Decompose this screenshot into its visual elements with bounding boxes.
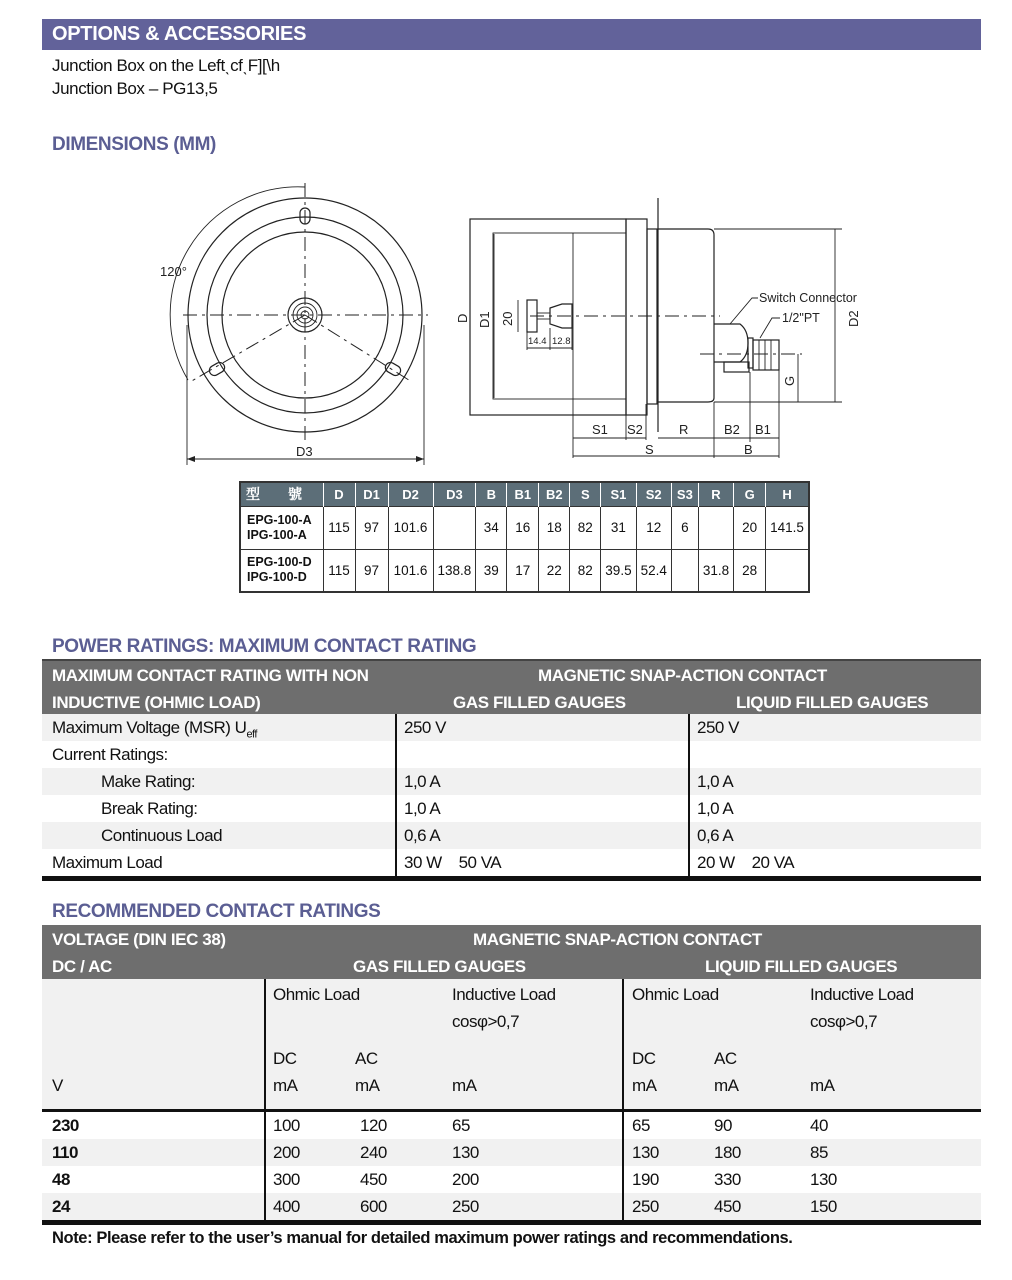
ohmic-load-label: Ohmic Load: [273, 985, 360, 1004]
side-view-drawing: [450, 180, 880, 465]
value-cell: 240: [360, 1143, 387, 1162]
ohmic-load-label: Ohmic Load: [632, 985, 719, 1004]
table-cell: 16: [507, 506, 539, 549]
table-cell: 34: [476, 506, 507, 549]
table-cell: 18: [539, 506, 570, 549]
power-ratings-header: [42, 659, 981, 714]
col-header: D1: [355, 482, 388, 506]
dim-20-label: 20: [500, 311, 515, 326]
table-row: [42, 741, 981, 768]
col-header: G: [734, 482, 766, 506]
table-cell: [766, 549, 809, 592]
table-cell: 82: [570, 506, 601, 549]
value-cell: 130: [810, 1170, 837, 1189]
dimensions-table: [239, 481, 810, 593]
row-label: Maximum Load: [52, 853, 163, 872]
value-cell: 40: [810, 1116, 828, 1135]
power-ratings-body: [42, 714, 981, 876]
table-cell: 115: [323, 506, 355, 549]
dc-label: DC: [632, 1049, 656, 1068]
header-group: MAGNETIC SNAP-ACTION CONTACT: [473, 930, 762, 949]
d3-label: D3: [296, 444, 313, 459]
cos-phi-label: cosφ>0,7: [452, 1012, 520, 1031]
table-row: [42, 1139, 981, 1166]
col-header-model: 型 號: [240, 482, 323, 506]
col-header: B: [476, 482, 507, 506]
column-divider: [622, 979, 624, 1220]
table-cell: 12: [636, 506, 671, 549]
unit-label: mA: [714, 1076, 739, 1095]
value-cell: 120: [360, 1116, 387, 1135]
header-gas: GAS FILLED GAUGES: [353, 957, 526, 976]
value-cell: 150: [810, 1197, 837, 1216]
row-label: Make Rating:: [101, 772, 196, 791]
value-cell: 450: [360, 1170, 387, 1189]
footer-note: Note: Please refer to the user’s manual for detailed maximum power ratings and recommendations.: [52, 1229, 793, 1247]
col-header: R: [698, 482, 733, 506]
value-cell: 180: [714, 1143, 741, 1162]
dim-r-label: R: [679, 422, 689, 437]
gas-value: 1,0 A: [404, 799, 441, 818]
value-cell: 85: [810, 1143, 828, 1162]
table-cell: 39.5: [601, 549, 636, 592]
unit-label: mA: [632, 1076, 657, 1095]
table-cell: 17: [507, 549, 539, 592]
header-liquid: LIQUID FILLED GAUGES: [736, 693, 929, 712]
dim-d2-label: D2: [846, 310, 861, 327]
switch-connector-label: Switch Connector: [759, 291, 857, 305]
unit-label: mA: [355, 1076, 380, 1095]
value-cell: 100: [273, 1116, 300, 1135]
header-liquid: LIQUID FILLED GAUGES: [705, 957, 898, 976]
switch-connector: [714, 324, 779, 372]
value-cell: 600: [360, 1197, 387, 1216]
col-header: S1: [601, 482, 636, 506]
inductive-load-label: Inductive Load: [810, 985, 914, 1004]
options-banner: OPTIONS & ACCESSORIES: [42, 19, 981, 50]
table-row: [42, 1193, 981, 1220]
table-row: [42, 714, 981, 741]
dim-s2-label: S2: [627, 422, 643, 437]
column-divider: [395, 714, 397, 876]
col-header: S3: [671, 482, 698, 506]
model-cell: EPG-100-D IPG-100-D: [240, 549, 323, 592]
dim-s-label: S: [645, 442, 654, 457]
dim-s1-label: S1: [592, 422, 608, 437]
col-header: B2: [539, 482, 570, 506]
dim-d1-label: D1: [477, 311, 492, 328]
table-cell: 52.4: [636, 549, 671, 592]
liquid-value: 250 V: [697, 718, 739, 737]
column-divider: [264, 979, 266, 1220]
col-header: S: [570, 482, 601, 506]
gas-value: 250 V: [404, 718, 446, 737]
table-row: [42, 1166, 981, 1193]
centerlines: [183, 183, 428, 445]
gas-value: 0,6 A: [404, 826, 441, 845]
table-cell: [433, 506, 476, 549]
table-cell: 141.5: [766, 506, 809, 549]
table-row: [42, 768, 981, 795]
dimensions-header-row: [240, 482, 809, 506]
row-label: Maximum Voltage (MSR) $U_{eff}$: [52, 718, 257, 741]
model-cell: EPG-100-A IPG-100-A: [240, 506, 323, 549]
recommended-title: RECOMMENDED CONTACT RATINGS: [52, 901, 381, 922]
table-row: [42, 1112, 981, 1139]
value-cell: 330: [714, 1170, 741, 1189]
inductive-load-label: Inductive Load: [452, 985, 556, 1004]
cos-phi-label: cosφ>0,7: [810, 1012, 878, 1031]
value-cell: 200: [273, 1143, 300, 1162]
table-bottom-rule: [42, 1220, 981, 1225]
unit-label: mA: [810, 1076, 835, 1095]
option-item: Junction Box on the LeftˎcfˎF][\h: [52, 56, 280, 75]
table-cell: [698, 506, 733, 549]
value-cell: 450: [714, 1197, 741, 1216]
voltage-cell: 24: [52, 1197, 70, 1216]
table-row: [240, 549, 809, 592]
col-header: S2: [636, 482, 671, 506]
table-row: [240, 506, 809, 549]
liquid-value: 1,0 A: [697, 799, 734, 818]
table-cell: 6: [671, 506, 698, 549]
power-ratings-title: POWER RATINGS: MAXIMUM CONTACT RATING: [52, 636, 477, 657]
angle-label: 120°: [160, 264, 187, 279]
dc-label: DC: [273, 1049, 297, 1068]
value-cell: 65: [632, 1116, 650, 1135]
voltage-cell: 48: [52, 1170, 70, 1189]
table-row: [42, 849, 981, 876]
table-cell: 138.8: [433, 549, 476, 592]
table-cell: 20: [734, 506, 766, 549]
dimensions-title: DIMENSIONS (MM): [52, 134, 216, 155]
dim-d-label: D: [455, 313, 470, 323]
liquid-value: 0,6 A: [697, 826, 734, 845]
row-label: Current Ratings:: [52, 745, 168, 764]
value-cell: 130: [452, 1143, 479, 1162]
table-cell: 31: [601, 506, 636, 549]
recommended-header: [42, 925, 981, 979]
table-cell: 31.8: [698, 549, 733, 592]
value-cell: 190: [632, 1170, 659, 1189]
table-cell: [671, 549, 698, 592]
dim-b-label: B: [744, 442, 753, 457]
row-label: Break Rating:: [101, 799, 198, 818]
dim-b2-label: B2: [724, 422, 740, 437]
table-cell: 97: [355, 506, 388, 549]
col-header: D: [323, 482, 355, 506]
thread-label: 1/2"PT: [782, 311, 820, 325]
horizontal-dimensions: [527, 328, 779, 458]
header-gas: GAS FILLED GAUGES: [453, 693, 626, 712]
value-cell: 200: [452, 1170, 479, 1189]
value-cell: 250: [632, 1197, 659, 1216]
value-cell: 250: [452, 1197, 479, 1216]
header-left-line1: MAXIMUM CONTACT RATING WITH NON: [52, 666, 369, 685]
gas-value: 1,0 A: [404, 772, 441, 791]
table-bottom-rule: [42, 876, 981, 881]
voltage-unit-label: V: [52, 1076, 63, 1095]
table-cell: 97: [355, 549, 388, 592]
dim-b1-label: B1: [755, 422, 771, 437]
value-cell: 65: [452, 1116, 470, 1135]
row-label: Continuous Load: [101, 826, 223, 845]
value-cell: 400: [273, 1197, 300, 1216]
header-left-line1: VOLTAGE (DIN IEC 38): [52, 930, 226, 949]
option-item: Junction Box – PG13,5: [52, 79, 218, 98]
col-header: B1: [507, 482, 539, 506]
table-cell: 101.6: [388, 549, 433, 592]
voltage-cell: 230: [52, 1116, 79, 1135]
voltage-cell: 110: [52, 1143, 78, 1162]
dim-g-label: G: [782, 375, 797, 386]
col-header: D2: [388, 482, 433, 506]
value-cell: 90: [714, 1116, 732, 1135]
liquid-value: 20 W 20 VA: [697, 853, 795, 872]
table-cell: 82: [570, 549, 601, 592]
recommended-subheader: [42, 979, 981, 1109]
header-group: MAGNETIC SNAP-ACTION CONTACT: [538, 666, 827, 685]
dim-12-8-label: 12.8: [552, 336, 571, 347]
power-ratings-table: [42, 659, 981, 881]
table-row: [42, 822, 981, 849]
ac-label: AC: [355, 1049, 378, 1068]
table-cell: 28: [734, 549, 766, 592]
column-divider: [688, 714, 690, 876]
unit-label: mA: [273, 1076, 298, 1095]
value-cell: 130: [632, 1143, 659, 1162]
recommended-body: [42, 1112, 981, 1220]
ac-label: AC: [714, 1049, 737, 1068]
col-header: D3: [433, 482, 476, 506]
gas-value: 30 W 50 VA: [404, 853, 502, 872]
liquid-value: 1,0 A: [697, 772, 734, 791]
table-cell: 39: [476, 549, 507, 592]
recommended-table: [42, 925, 981, 1225]
header-left-line2: INDUCTIVE (OHMIC LOAD): [52, 693, 261, 712]
table-cell: 115: [323, 549, 355, 592]
angle-dimension: [170, 183, 305, 380]
col-header: H: [766, 482, 809, 506]
unit-label: mA: [452, 1076, 477, 1095]
table-row: [42, 795, 981, 822]
front-view-drawing: [150, 175, 450, 470]
table-cell: 22: [539, 549, 570, 592]
dim-14-4-label: 14.4: [528, 336, 547, 347]
table-cell: 101.6: [388, 506, 433, 549]
header-left-line2: DC / AC: [52, 957, 112, 976]
value-cell: 300: [273, 1170, 300, 1189]
